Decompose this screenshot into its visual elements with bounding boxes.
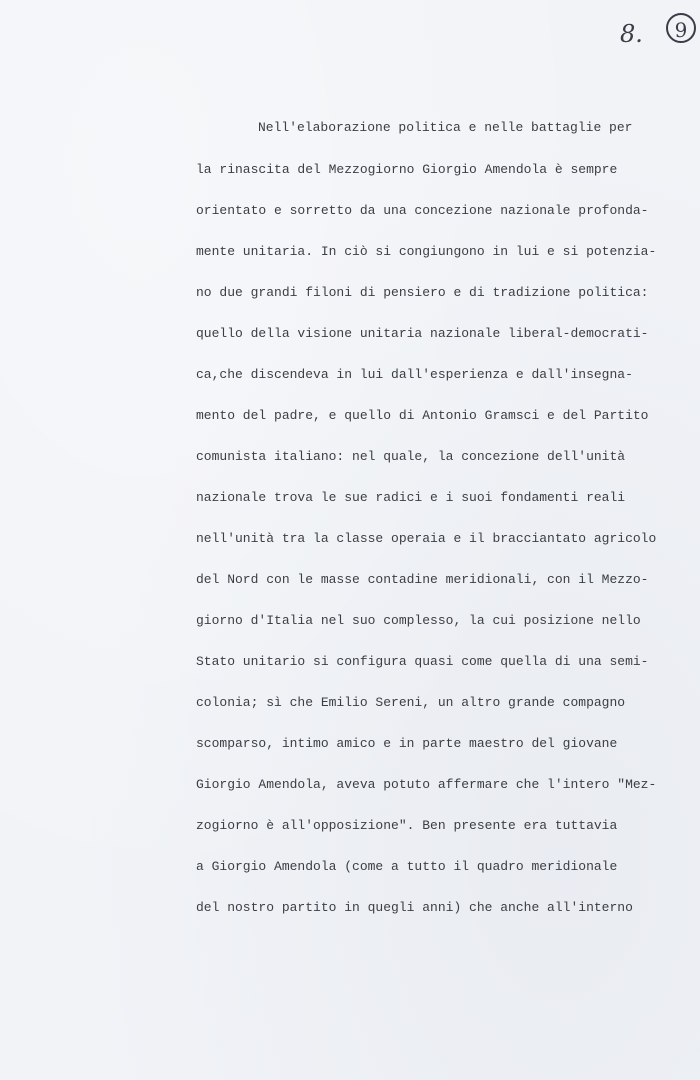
- text-line: del Nord con le masse contadine meridionali, con il Mezzo-: [196, 572, 649, 587]
- handwritten-page-number: 8.: [620, 20, 643, 48]
- text-line: mento del padre, e quello di Antonio Gramsci e del Partito: [196, 408, 649, 423]
- circled-page-number: 9: [666, 13, 696, 43]
- text-line: orientato e sorretto da una concezione nazionale profonda-: [196, 203, 649, 218]
- text-line: la rinascita del Mezzogiorno Giorgio Amendola è sempre: [196, 162, 618, 177]
- text-line: giorno d'Italia nel suo complesso, la cui posizione nello: [196, 613, 641, 628]
- text-line: colonia; sì che Emilio Sereni, un altro grande compagno: [196, 695, 626, 710]
- text-line: nell'unità tra la classe operaia e il bracciantato agricolo: [196, 531, 657, 546]
- text-line: quello della visione unitaria nazionale liberal-democrati-: [196, 326, 649, 341]
- text-line: Giorgio Amendola, aveva potuto affermare che l'intero "Mez-: [196, 777, 657, 792]
- text-line: del nostro partito in quegli anni) che anche all'interno: [196, 900, 633, 915]
- text-line: Stato unitario si configura quasi come quella di una semi-: [196, 654, 649, 669]
- text-line: a Giorgio Amendola (come a tutto il quadro meridionale: [196, 859, 618, 874]
- text-line: mente unitaria. In ciò si congiungono in lui e si potenzia-: [196, 244, 657, 259]
- text-line: no due grandi filoni di pensiero e di tradizione politica:: [196, 285, 649, 300]
- text-line: zogiorno è all'opposizione". Ben presente era tuttavia: [196, 818, 618, 833]
- text-line: scomparso, intimo amico e in parte maestro del giovane: [196, 736, 618, 751]
- text-line: Nell'elaborazione politica e nelle battaglie per: [258, 120, 633, 135]
- text-line: nazionale trova le sue radici e i suoi fondamenti reali: [196, 490, 626, 505]
- text-line: comunista italiano: nel quale, la concezione dell'unità: [196, 449, 626, 464]
- text-line: ca,che discendeva in lui dall'esperienza e dall'insegna-: [196, 367, 633, 382]
